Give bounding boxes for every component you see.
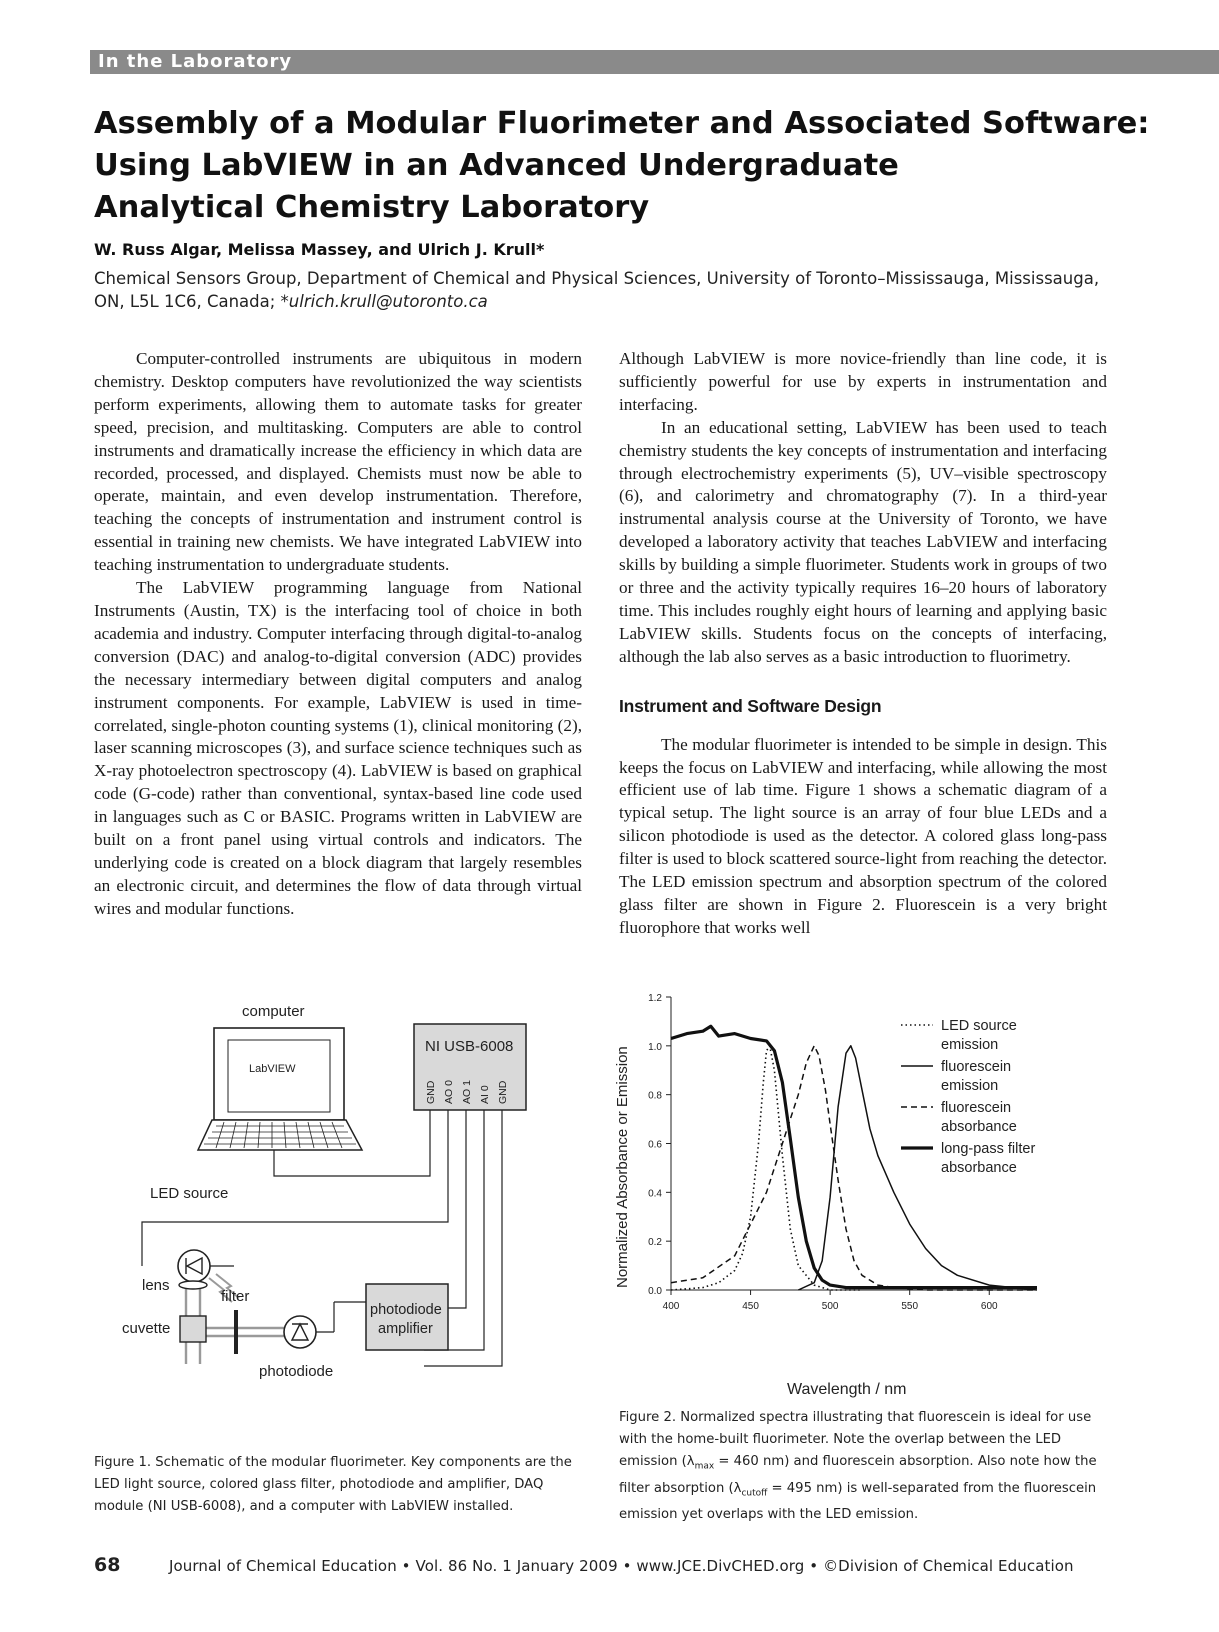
paragraph: Although LabVIEW is more novice-friendly than line code, it is sufficiently powerful for use by experts in instrumentation and interfacing. bbox=[619, 349, 1107, 414]
paragraph: In an educational setting, LabVIEW has been used to teach chemistry students the key concepts of instrumentation and interfacing through electrochemistry experiments (5), UV–visible spectroscopy (6), and calorimetry and chromatography (7). In a third-year instrumental analysis course at the University of Toronto, we have developed a laboratory activity that teaches LabVIEW and interfacing skills by building a simple fluorimeter. Students work in groups of two or three and the activity typically requires 16–20 hours of laboratory time. This includes roughly eight hours of learning and applying basic LabVIEW skills. Students focus on the concepts of interfacing, although the lab also serves as a basic introduction to fluorimetry. bbox=[619, 417, 1107, 666]
filter bbox=[234, 1310, 238, 1354]
x-tick-label: 400 bbox=[662, 1301, 680, 1312]
right-column bbox=[619, 348, 1107, 940]
caption-subscript: max bbox=[694, 1461, 715, 1472]
photodiode-symbol bbox=[284, 1316, 316, 1348]
legend-label: fluorescein bbox=[941, 1059, 1012, 1075]
y-tick-label: 0.8 bbox=[648, 1090, 662, 1102]
y-axis-label: Normalized Absorbance or Emission bbox=[614, 1046, 631, 1288]
lens bbox=[179, 1281, 207, 1289]
cuvette bbox=[180, 1316, 206, 1342]
y-tick-label: 1.2 bbox=[648, 993, 662, 1004]
photodiode-label: photodiode bbox=[259, 1363, 334, 1380]
x-tick-label: 550 bbox=[901, 1301, 919, 1312]
email-link[interactable]: *ulrich.krull@utoronto.ca bbox=[280, 292, 488, 311]
y-tick-label: 0.0 bbox=[648, 1286, 662, 1297]
led-symbol bbox=[178, 1250, 210, 1282]
x-tick-label: 500 bbox=[821, 1301, 839, 1312]
amp-label-1: photodiode bbox=[370, 1302, 442, 1318]
screen-label: LabVIEW bbox=[249, 1063, 296, 1075]
pin-label: GND bbox=[425, 1080, 437, 1104]
y-tick-label: 0.2 bbox=[648, 1237, 662, 1249]
legend-label: long-pass filter bbox=[941, 1141, 1036, 1157]
title-line: Using LabVIEW in an Advanced Undergraduate bbox=[94, 148, 899, 183]
paragraph: The LabVIEW programming language from National Instruments (Austin, TX) is the interfacing tool of choice in both academia and industry. Computer interfacing through digital-to-analog conversion (DAC) and analog-to-digital conversion (ADC) provides the necessary intermediary between digital computers and analog instrument components. For example, LabVIEW is used in time-correlated, single-photon counting systems (1), clinical monitoring (2), laser scanning microscopes (3), and surface science techniques such as X-ray photoelectron spectroscopy (4). LabVIEW is based on graphical code (G-code) rather than conventional, syntax-based line code used in languages such as C or BASIC. Programs written in LabVIEW are built on a front panel using virtual controls and indicators. The underlying code is created on a block diagram that largely resembles an electronic circuit, and determines the flow of data through virtual wires and modular functions. bbox=[94, 578, 582, 918]
legend-label: absorbance bbox=[941, 1160, 1017, 1176]
daq-label: NI USB-6008 bbox=[425, 1038, 514, 1055]
figure1-caption: Figure 1. Schematic of the modular fluorimeter. Key components are the LED light source, colored glass filter, photodiode and amplifier, DAQ module (NI USB-6008), and a computer with LabVIEW installed. bbox=[94, 1455, 572, 1514]
article-title bbox=[94, 103, 1194, 229]
y-tick-label: 0.6 bbox=[648, 1139, 662, 1151]
cuvette-label: cuvette bbox=[122, 1320, 171, 1337]
title-line: Analytical Chemistry Laboratory bbox=[94, 190, 650, 225]
figure2-caption bbox=[619, 1407, 1107, 1526]
legend-label: emission bbox=[941, 1037, 999, 1053]
caption-text: = 495 nm) is well-separated from the fluorescein emission yet overlaps with the LED emission. bbox=[619, 1480, 1097, 1523]
computer-label: computer bbox=[242, 1003, 305, 1020]
y-tick-label: 1.0 bbox=[648, 1041, 662, 1053]
paragraph: Computer-controlled instruments are ubiquitous in modern chemistry. Desktop computers have revolutionized the way scientists perform experiments, allowing them to automate tasks for greater speed, precision, and multitasking. Computers are able to control instruments and dramatically increase the efficiency in which data are recorded, processed, and displayed. Chemists must now be able to operate, maintain, and even develop instrumentation. Therefore, teaching the concepts of instrumentation and instrument control is essential in training new chemists. We have integrated LabVIEW into teaching instrumentation to undergraduate students. bbox=[94, 349, 582, 575]
journal-citation: Journal of Chemical Education • Vol. 86 No. 1 January 2009 • www.JCE.DivCHED.org • ©Division of Chemical Education bbox=[169, 1557, 1074, 1575]
chart-legend bbox=[901, 1018, 1035, 1176]
led-enclosure bbox=[142, 1188, 144, 1189]
screen bbox=[228, 1040, 330, 1112]
legend-label: absorbance bbox=[941, 1119, 1017, 1135]
led-label: LED source bbox=[150, 1185, 229, 1202]
pin-label: AI 0 bbox=[479, 1085, 491, 1104]
affiliation-line: Chemical Sensors Group, Department of Chemical and Physical Sciences, University of Toronto–Mississauga, Mississauga, bbox=[94, 269, 1100, 288]
legend-label: fluorescein bbox=[941, 1100, 1012, 1116]
section-header: In the Laboratory bbox=[90, 50, 1219, 74]
y-tick-label: 0.4 bbox=[648, 1188, 662, 1200]
x-tick-label: 600 bbox=[980, 1301, 998, 1312]
paragraph: The modular fluorimeter is intended to be simple in design. This keeps the focus on LabVIEW and interfacing, while allowing the most efficient use of lab time. Figure 1 shows a schematic diagram of a typical setup. The light source is an array of four blue LEDs and a silicon photodiode is used as the detector. A colored glass long-pass filter is used to block scattered source-light from reaching the detector. The LED emission spectrum and absorption spectrum of the colored glass filter are shown in Figure 2. Fluorescein is a very bright fluorophore that works well bbox=[619, 734, 1107, 937]
pin-label: AO 0 bbox=[443, 1080, 455, 1104]
x-tick-label: 450 bbox=[742, 1301, 759, 1312]
amp-label-2: amplifier bbox=[378, 1321, 433, 1337]
authors: W. Russ Algar, Melissa Massey, and Ulrich J. Krull* bbox=[94, 240, 545, 259]
pin-label: AO 1 bbox=[461, 1080, 473, 1104]
caption-text: = 460 nm) and fluorescein absorption. Also note how the filter absorption (λ bbox=[619, 1454, 1097, 1496]
left-column bbox=[94, 348, 582, 921]
caption-text: Figure 2. Normalized spectra illustrating that fluorescein is ideal for use with the home-built fluorimeter. Note the overlap between the LED emission (λ bbox=[619, 1410, 1092, 1469]
lens-label: lens bbox=[142, 1277, 170, 1294]
x-axis-label: Wavelength / nm bbox=[787, 1381, 907, 1398]
legend-label: emission bbox=[941, 1078, 999, 1094]
filter-label: filter bbox=[221, 1288, 250, 1305]
section-subheading: Instrument and Software Design bbox=[619, 695, 882, 716]
page-number: 68 bbox=[94, 1554, 121, 1576]
affiliation-line: ON, L5L 1C6, Canada; bbox=[94, 292, 281, 311]
pin-label: GND bbox=[497, 1080, 509, 1104]
legend-label: LED source bbox=[941, 1018, 1017, 1034]
title-line: Assembly of a Modular Fluorimeter and Associated Software: bbox=[94, 106, 1150, 141]
figure1-schematic bbox=[94, 1003, 594, 1440]
affiliation bbox=[94, 267, 1134, 313]
figure2-chart bbox=[614, 993, 1089, 1400]
caption-subscript: cutoff bbox=[741, 1488, 768, 1499]
